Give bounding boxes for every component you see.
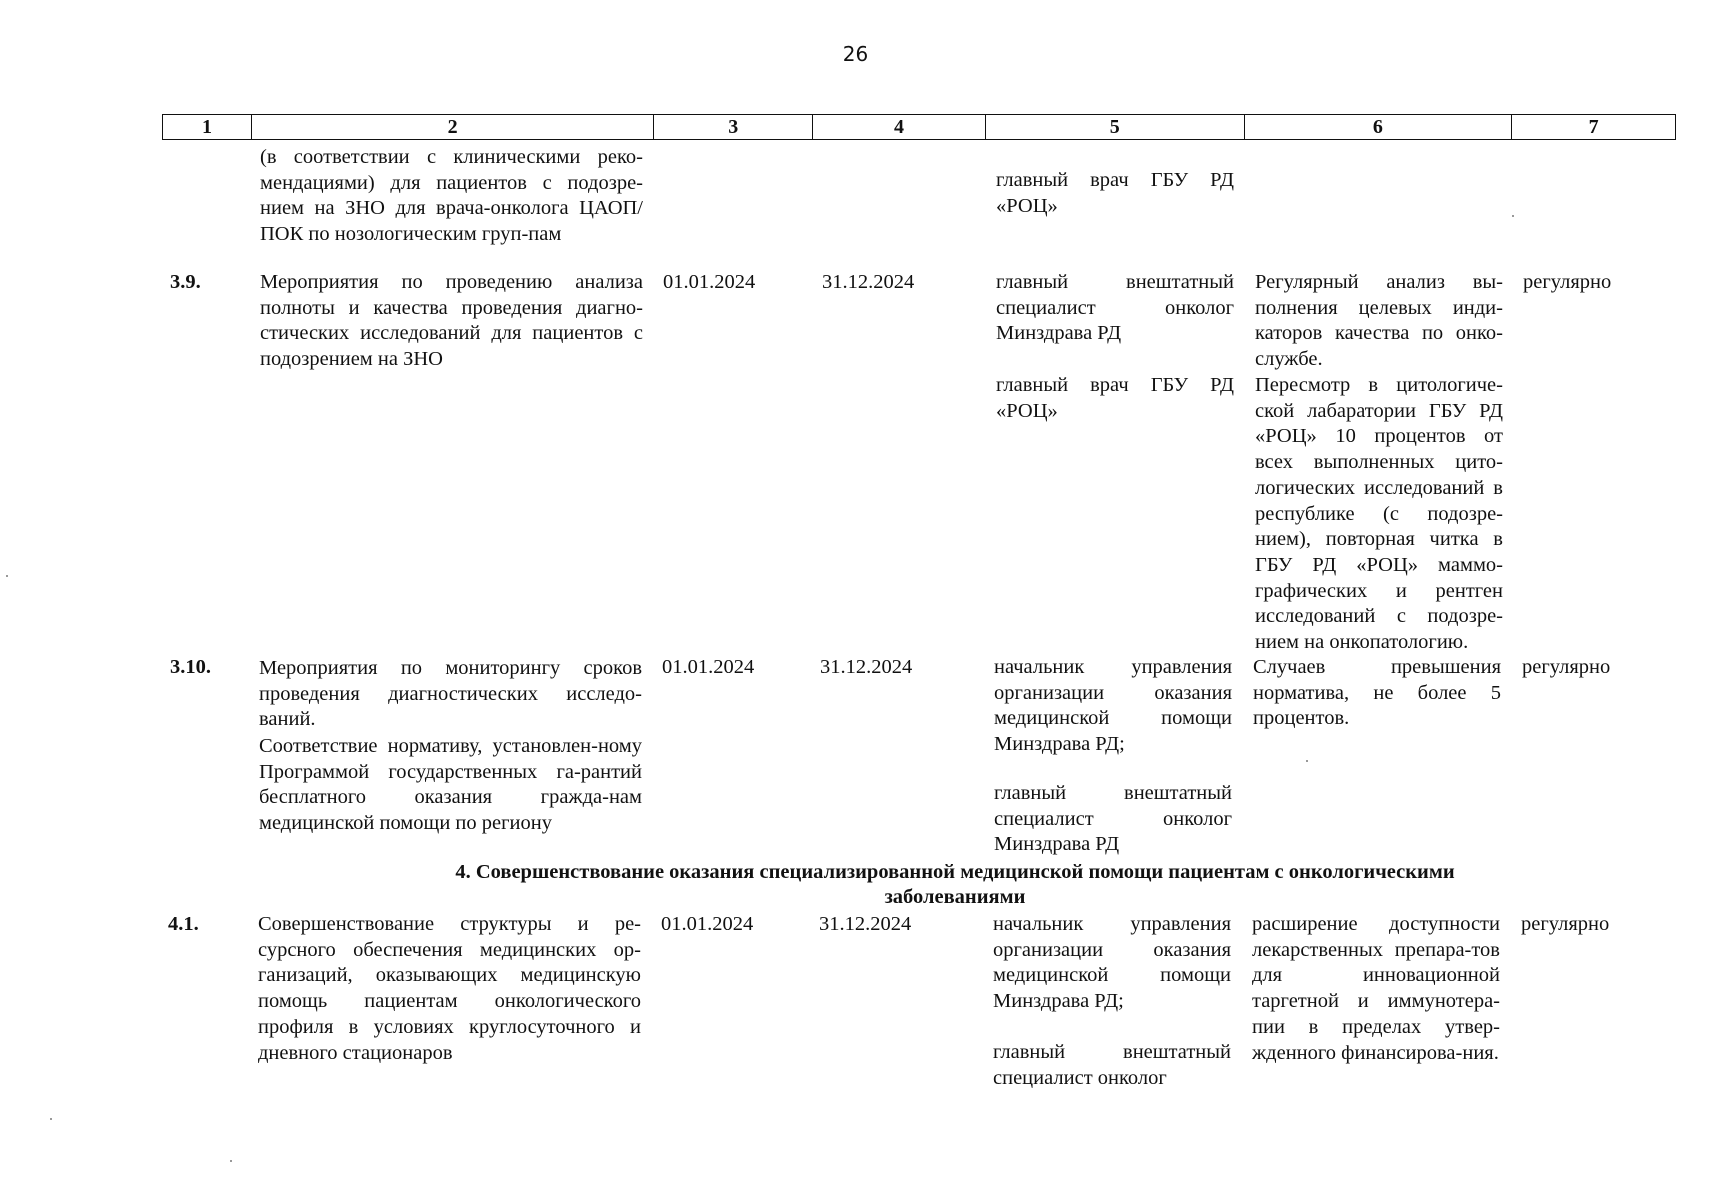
row-3-9-end-date: 31.12.2024 xyxy=(822,271,915,293)
table-header-row xyxy=(162,114,1676,140)
row-3-9-result-2: Пересмотр в цитологиче-ской лабаратории ГБУ РД «РОЦ» 10 процентов от всех выполненных цито-логических исследований в республике (с подозре-нием), повторная читка в ГБУ РД «РОЦ» маммо-графических и рентген исследований с подозре-нием на онкопатологию. xyxy=(1255,374,1503,654)
row-3-10-responsible-2: главный внештатный специалист онколог Минздрава РД xyxy=(994,782,1232,856)
section-4-title-line-2: заболеваниями xyxy=(884,886,1026,908)
page-number: 26 xyxy=(842,42,869,66)
header-col-3: 3 xyxy=(654,115,813,139)
row-number-4-1: 4.1. xyxy=(168,913,199,935)
row-4-1-responsible-2: главный внештатный специалист онколог xyxy=(993,1041,1231,1089)
row-3-9-responsible-1: главный внештатный специалист онколог Минздрава РД xyxy=(996,271,1234,345)
row-3-10-activity-1: Мероприятия по мониторингу сроков проведения диагностических исследо-ваний. xyxy=(259,657,642,731)
header-col-1: 1 xyxy=(163,115,252,139)
section-4-title-line-1: 4. Совершенствование оказания специализированной медицинской помощи пациентам с онкологическими xyxy=(455,861,1455,883)
row-3-10-responsible-1: начальник управления организации оказания медицинской помощи Минздрава РД; xyxy=(994,656,1232,756)
scan-speck xyxy=(50,1118,52,1120)
scan-speck xyxy=(1512,215,1514,217)
scan-speck xyxy=(230,1160,232,1162)
row-3-10-end-date: 31.12.2024 xyxy=(820,656,913,678)
row-3-9-responsible-2: главный врач ГБУ РД «РОЦ» xyxy=(996,374,1234,422)
row-3-9-period: регулярно xyxy=(1523,271,1612,293)
scan-speck xyxy=(1306,760,1308,762)
scan-speck xyxy=(6,575,8,577)
row-number-3-10: 3.10. xyxy=(170,656,211,678)
row-4-1-responsible-1: начальник управления организации оказания медицинской помощи Минздрава РД; xyxy=(993,913,1231,1013)
row-4-1-period: регулярно xyxy=(1521,913,1610,935)
row-number-3-9: 3.9. xyxy=(170,271,201,293)
header-col-2: 2 xyxy=(252,115,654,139)
header-col-4: 4 xyxy=(813,115,986,139)
row-3-9-result-1: Регулярный анализ вы-полнения целевых инди-каторов качества по онко-службе. xyxy=(1255,271,1503,371)
row-4-1-start-date: 01.01.2024 xyxy=(661,913,754,935)
row-3-10-result: Случаев превышения норматива, не более 5 процентов. xyxy=(1253,656,1501,730)
section-4-title xyxy=(395,860,1515,910)
row-3-9-activity: Мероприятия по проведению анализа полноты и качества проведения диагно-стических исследований для пациентов с подозрением на ЗНО xyxy=(260,271,643,371)
row-3-10-period: регулярно xyxy=(1522,656,1611,678)
row-3-10-start-date: 01.01.2024 xyxy=(662,656,755,678)
continued-responsible: главный врач ГБУ РД «РОЦ» xyxy=(996,169,1234,217)
continued-activity-text: (в соответствии с клиническими реко-мендациями) для пациентов с подозре-нием на ЗНО для врача-онколога ЦАОП/ПОК по нозологическим груп-пам xyxy=(260,146,643,246)
row-4-1-result: расширение доступности лекарственных препара-тов для инновационной таргетной и иммунотера-пии в пределах утвер-жденного финансирова-ния. xyxy=(1252,913,1500,1064)
header-col-5: 5 xyxy=(986,115,1245,139)
row-4-1-activity: Совершенствование структуры и ре-сурсного обеспечения медицинских ор-ганизаций, оказывающих медицинскую помощь пациентам онкологического профиля в условиях круглосуточного и дневного стационаров xyxy=(258,913,641,1064)
row-3-9-start-date: 01.01.2024 xyxy=(663,271,756,293)
header-col-6: 6 xyxy=(1245,115,1513,139)
row-4-1-end-date: 31.12.2024 xyxy=(819,913,912,935)
header-col-7: 7 xyxy=(1588,116,1599,138)
row-3-10-activity-2: Соответствие нормативу, установлен-ному Программой государственных га-рантий бесплатного оказания гражда-нам медицинской помощи по региону xyxy=(259,735,642,835)
